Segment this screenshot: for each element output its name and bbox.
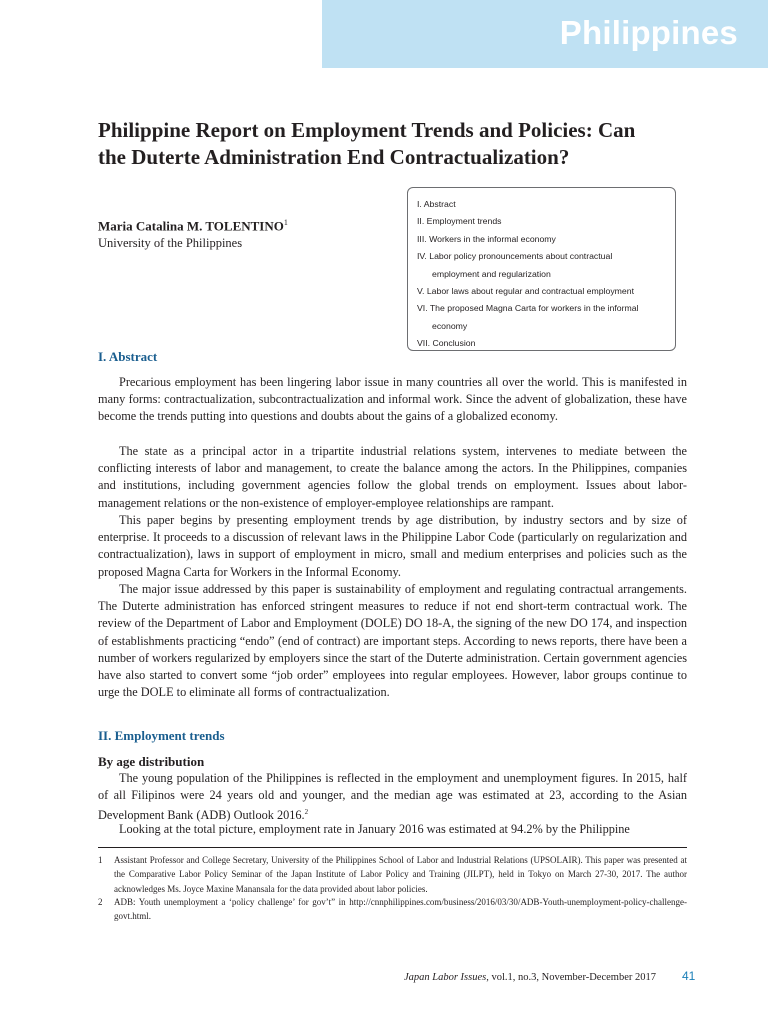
page-number: 41 xyxy=(682,969,696,983)
country-banner xyxy=(322,0,768,68)
footnote-1-number: 1 xyxy=(98,855,103,865)
abstract-paragraph-2: The state as a principal actor in a tripartite industrial relations system, intervenes to mediate between the conflicting interests of labor and management, to create the balance among the actors. In the Philippines, companies and institutions, including government agencies follow the global trends on employment. Issues about labor-management relations or the non-existence of employer-employee relationships are rampant. xyxy=(98,444,687,510)
footnote-2-text[interactable]: ADB: Youth unemployment a ‘policy challenge’ for gov’t” in http://cnnphilippines.com/business/2016/03/30/ADB-Youth-unemployment-policy-challenge-govt.html. xyxy=(114,897,687,922)
abstract-paragraph-4: The major issue addressed by this paper is sustainability of employment and regulating contractual arrangements. The Duterte administration has enforced stringent measures to reduce if not end short-term contractual work. The review of the Department of Labor and Employment (DOLE) DO 18-A, the signing of the new DO 174, and inspection of establishments practicing “endo” (end of contract) are important steps. According to news reports, there have been a number of workers regularized by employers since the start of the Duterte administration. Certain government agencies have also started to convert some “job order” employees into regular employees. However, labor groups continue to urge the DOLE to eliminate all forms of contractualization. xyxy=(98,582,687,700)
abstract-paragraph-3: This paper begins by presenting employment trends by age distribution, by industry sectors and by size of enterprise. It proceeds to a discussion of relevant laws in the Philippine Labor Code (particularly on regularization and contractualization), laws in support of employment in micro, small and medium enterprises and policies such as the proposed Magna Carta for Workers in the Informal Economy. xyxy=(98,513,687,579)
footnote-1-text: Assistant Professor and College Secretary, University of the Philippines School of Labor and Industrial Relations (UPSOLAIR). This paper was presented at the Comparative Labor Policy Seminar of the Japan Institute of Labor Policy and Training (JILPT), held in Tokyo on March 27-30, 2017. The author acknowledges Ms. Joyce Maxine Manansala for the data provided about labor policies. xyxy=(114,855,687,894)
author-text: Maria Catalina M. TOLENTINO xyxy=(98,218,284,234)
toc-item-labor-laws[interactable]: V. Labor laws about regular and contractual employment xyxy=(417,286,634,297)
employment-paragraph-1 xyxy=(98,770,687,825)
toc-item-magna-carta-cont[interactable]: economy xyxy=(432,320,468,331)
employment-trends-heading: II. Employment trends xyxy=(98,728,225,743)
toc-item-labor-policy-cont[interactable]: employment and regularization xyxy=(432,268,551,279)
author-name xyxy=(98,218,288,234)
footnote-2 xyxy=(98,895,687,924)
abstract-paragraph-1: Precarious employment has been lingering labor issue in many countries all over the world. This is manifested in many forms: contractualization, subcontractualization and informal work. Since the advent of globalization, these have become the trends putting into questions and doubts about the gains of a globalized economy. xyxy=(98,375,687,424)
employment-paragraph-1-text: The young population of the Philippines is reflected in the employment and unemployment figures. In 2015, half of all Filipinos were 24 years old and younger, and the median age was estimated at 23, according to the Asian Development Bank (ADB) Outlook 2016. xyxy=(98,771,687,823)
journal-name: Japan Labor Issues xyxy=(403,972,487,983)
toc-item-labor-policy[interactable]: IV. Labor policy pronouncements about contractual xyxy=(417,251,613,262)
footnote-marker-2[interactable]: 2 xyxy=(304,808,309,817)
table-of-contents xyxy=(407,187,676,351)
toc-item-informal-economy[interactable]: III. Workers in the informal economy xyxy=(417,233,556,244)
country-label: Philippines xyxy=(559,14,738,51)
toc-item-abstract[interactable]: I. Abstract xyxy=(417,199,456,209)
journal-issue: , vol.1, no.3, November-December 2017 xyxy=(486,972,656,983)
toc-item-employment-trends[interactable]: II. Employment trends xyxy=(417,216,502,227)
footnote-2-number: 2 xyxy=(98,897,103,907)
toc-item-magna-carta[interactable]: VI. The proposed Magna Carta for workers in the informal xyxy=(417,303,639,314)
age-distribution-subheading: By age distribution xyxy=(98,754,205,769)
article-title: Philippine Report on Employment Trends and Policies: Can the Duterte Administration End Contractualization? xyxy=(98,118,636,169)
abstract-heading: I. Abstract xyxy=(98,349,158,364)
employment-paragraph-2: Looking at the total picture, employment rate in January 2016 was estimated at 94.2% by the Philippine xyxy=(119,822,630,836)
author-affiliation: University of the Philippines xyxy=(98,236,243,250)
author-footnote-marker[interactable]: 1 xyxy=(283,218,288,227)
toc-item-conclusion[interactable]: VII. Conclusion xyxy=(417,338,476,349)
journal-citation xyxy=(404,972,656,983)
footnote-divider xyxy=(98,847,687,848)
footnote-1 xyxy=(98,853,687,896)
